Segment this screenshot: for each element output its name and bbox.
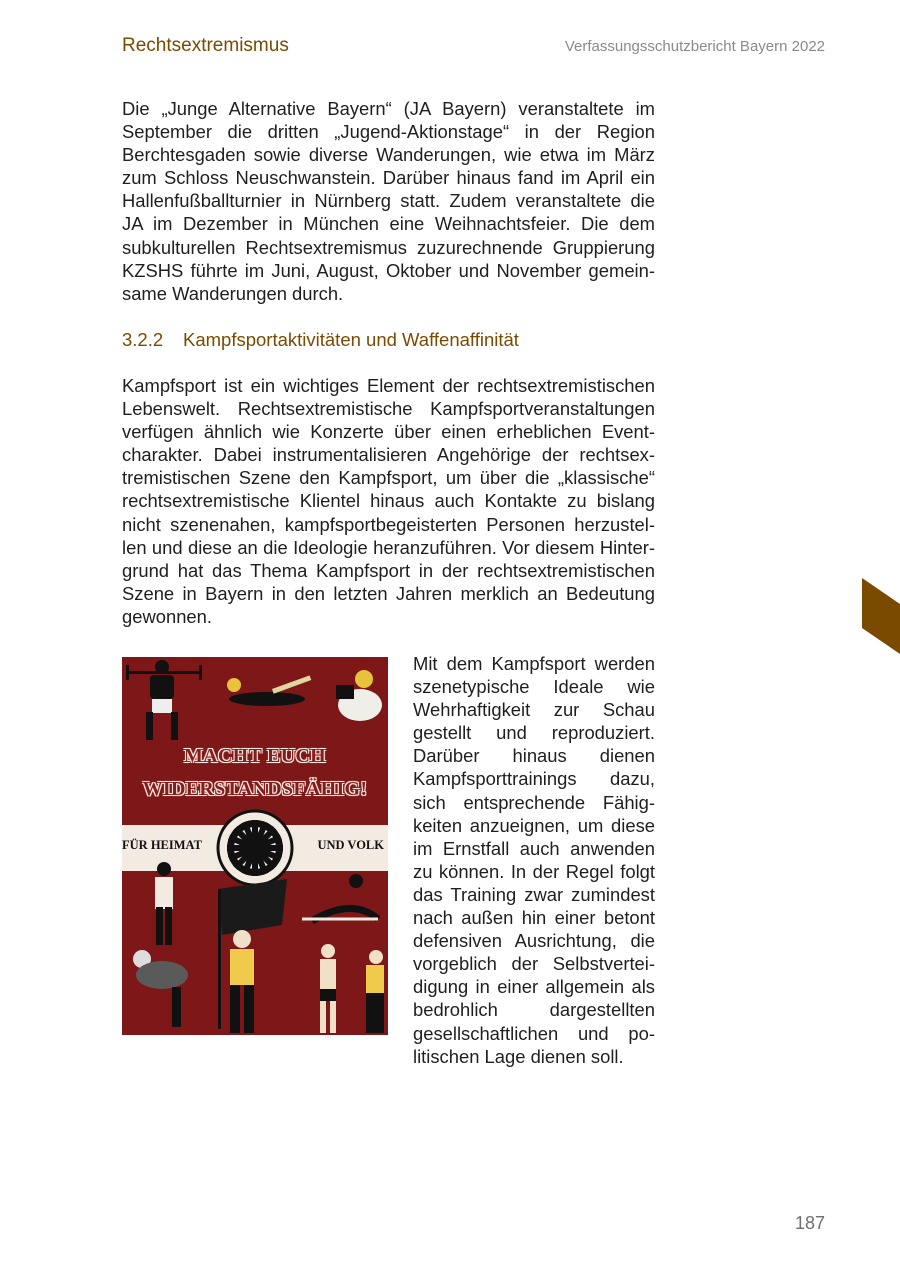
black-sun-emblem (227, 820, 283, 876)
reading-woman-figure (336, 670, 382, 721)
chapter-side-tab (862, 578, 900, 654)
poster-band-right-text: UND VOLK (317, 838, 384, 852)
student-figure (155, 862, 173, 945)
poster-title-line-1: MACHT EUCH (183, 745, 327, 767)
poster-title-line-2: WIDERSTANDSFÄHIG! (142, 778, 368, 800)
section-heading (122, 329, 519, 351)
body-paragraph-3: Mit dem Kampfsport werden szenetypische Ideale wie Wehrhaftigkeit zur Schau gestellt und reproduziert. Darüber hinaus dienen Kampfsporttrainings dazu, sich entsprechende Fähigkeiten anzueignen, um diese im Ernstfall auch anwenden zu können. In der Regel folgt das Training zwar zumindest nach außen hin einer betont defensiven Ausrichtung, die vorgeblich der Selbstverteidigung in einer allgemein als bedrohlich dargestellten gesellschaftlichen und politischen Lage dienen soll. (413, 653, 655, 1067)
running-header-publication: Verfassungsschutzbericht Bayern 2022 (564, 38, 825, 55)
exercising-woman-figure (227, 675, 311, 706)
section-title: Kampfsportaktivitäten und Waffenaffinität (183, 329, 519, 350)
body-paragraph-1: Die „Junge Alternative Bayern“ (JA Bayern) veranstaltete im September die dritten „Jugend-Aktionstage“ in der Region Berchtesgaden sowie diverse Wanderungen, wie etwa im März zum Schloss Neuschwanstein. Darüber hinaus fand im April ein Hallenfußballturnier in Nürnberg statt. Zudem veranstaltete die JA im Dezember in München eine Weihnachtsfeier. Die dem subkulturellen Rechtsextremismus zuzurechnende Gruppierung KZSHS führte im Juni, August, Oktober und November gemeinsame Wanderungen durch. (122, 98, 655, 304)
flag-bearer-figure (218, 879, 287, 1033)
body-paragraph-2: Kampfsport ist ein wichtiges Element der rechtsextremistischen Lebenswelt. Rechtsextremistische Kampfsportveranstaltungen verfügen ähnlich wie Konzerte über einen erheblichen Eventcharakter. Dabei instrumentalisieren Angehörige der rechtsextremistischen Szene den Kampfsport, um über die „klassische“ rechtsextremistische Klientel hinaus auch Kontakte zu bislang nicht szenenahen, kampfsportbegeisterten Personen herzustellen und diese an die Ideologie heranzuführen. Vor diesem Hintergrund hat das Thema Kampfsport in der rechtsextremistischen Szene in Bayern in den letzten Jahren merklich an Bedeutung gewonnen. (122, 375, 655, 627)
running-header-chapter: Rechtsextremismus (122, 35, 289, 56)
weightlifter-figure (126, 660, 202, 740)
poster-image (122, 657, 388, 1035)
kickboxer-figure (133, 950, 188, 1027)
page-number: 187 (794, 1213, 825, 1233)
section-number: 3.2.2 (122, 329, 164, 350)
boxers-figures (320, 944, 384, 1033)
poster-band-left-text: FÜR HEIMAT (122, 838, 202, 852)
stretching-woman-figure (302, 874, 378, 921)
